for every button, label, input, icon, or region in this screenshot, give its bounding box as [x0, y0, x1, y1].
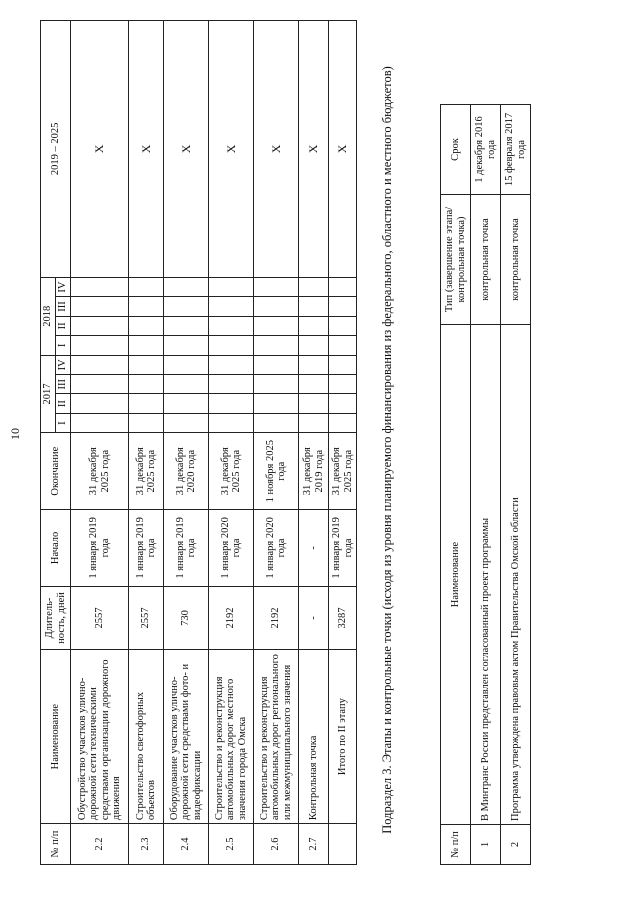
schedule-table [40, 20, 357, 865]
row-end: 31 декабря 2025 года [71, 433, 129, 510]
quarter-cell [164, 355, 209, 374]
quarter-cell [129, 413, 164, 432]
row-end: 1 ноября 2025 года [254, 433, 299, 510]
quarter-cell [254, 375, 299, 394]
quarter-cell [71, 277, 129, 296]
row-num [329, 824, 357, 865]
row-type: контрольная точка [471, 195, 501, 325]
quarter-header: II [56, 394, 71, 413]
row-start: 1 января 2020 года [254, 510, 299, 587]
quarter-cell [129, 277, 164, 296]
row-name: Строительство и реконструкция автомобильных дорог регионального или межмуниципального значения [254, 650, 299, 824]
table-row [254, 21, 299, 865]
quarter-cell [254, 297, 299, 316]
row-start: 1 января 2019 года [164, 510, 209, 587]
header-end: Окончание [41, 433, 71, 510]
quarter-cell [299, 336, 329, 355]
row-mark: Х [129, 21, 164, 278]
quarter-cell [329, 355, 357, 374]
quarter-cell [329, 394, 357, 413]
quarter-header: II [56, 316, 71, 335]
quarter-cell [129, 394, 164, 413]
row-end: 31 декабря 2020 года [164, 433, 209, 510]
row-type: контрольная точка [501, 195, 531, 325]
quarter-cell [329, 336, 357, 355]
row-num: 2.5 [209, 824, 254, 865]
quarter-cell [129, 375, 164, 394]
row-duration: 730 [164, 586, 209, 649]
row-mark: Х [254, 21, 299, 278]
row-duration: 2557 [71, 586, 129, 649]
quarter-cell [254, 355, 299, 374]
quarter-cell [329, 413, 357, 432]
quarter-header: IV [56, 355, 71, 374]
quarter-cell [299, 413, 329, 432]
header-type: Тип (завершение этапа/контрольная точка) [441, 195, 471, 325]
header-num: № п/п [41, 824, 71, 865]
quarter-cell [329, 316, 357, 335]
quarter-header: III [56, 297, 71, 316]
quarter-cell [329, 375, 357, 394]
row-mark: Х [299, 21, 329, 278]
quarter-cell [164, 316, 209, 335]
row-num: 2.7 [299, 824, 329, 865]
quarter-cell [254, 413, 299, 432]
table-row [471, 105, 501, 865]
row-mark: Х [164, 21, 209, 278]
quarter-cell [209, 375, 254, 394]
quarter-cell [71, 375, 129, 394]
quarter-cell [209, 277, 254, 296]
row-mark: Х [209, 21, 254, 278]
quarter-header: I [56, 413, 71, 432]
row-end: 31 декабря 2019 года [299, 433, 329, 510]
quarter-cell [164, 336, 209, 355]
header-name: Наименование [41, 650, 71, 824]
row-mark: Х [329, 21, 357, 278]
row-name: Итого по II этапу [329, 650, 357, 824]
row-name: Обустройство участков улично-дорожной сети техническими средствами организации дорожного движения [71, 650, 129, 824]
quarter-cell [299, 316, 329, 335]
table-row [71, 21, 129, 865]
header-years-2019-2025: 2019 – 2025 [41, 21, 71, 278]
header-start: Начало [41, 510, 71, 587]
section-heading: Подраздел 3. Этапы и контрольные точки (исходя из уровня планируемого финансирования из федерального, областного и местного бюджетов) [380, 66, 394, 834]
table-row [209, 21, 254, 865]
row-name: Контрольная точка [299, 650, 329, 824]
table-row [164, 21, 209, 865]
quarter-header: IV [56, 277, 71, 296]
quarter-header: I [56, 336, 71, 355]
row-start: 1 января 2019 года [129, 510, 164, 587]
table-row [129, 21, 164, 865]
quarter-cell [299, 277, 329, 296]
row-duration: - [299, 586, 329, 649]
quarter-cell [254, 316, 299, 335]
header-deadline: Срок [441, 105, 471, 195]
row-name: Оборудование участков улично-дорожной сети средствами фото- и видеофиксации [164, 650, 209, 824]
row-num: 2.3 [129, 824, 164, 865]
header-year-2018: 2018 [41, 277, 56, 355]
quarter-cell [129, 355, 164, 374]
table-row [501, 105, 531, 865]
row-num: 2.6 [254, 824, 299, 865]
quarter-header: III [56, 375, 71, 394]
header-duration: Длитель-ность, дней [41, 586, 71, 649]
row-start: - [299, 510, 329, 587]
header-num: № п/п [441, 825, 471, 865]
row-duration: 2192 [254, 586, 299, 649]
quarter-cell [209, 316, 254, 335]
row-end: 31 декабря 2025 года [129, 433, 164, 510]
quarter-cell [329, 297, 357, 316]
quarter-cell [164, 394, 209, 413]
row-duration: 2557 [129, 586, 164, 649]
row-num: 2.2 [71, 824, 129, 865]
row-mark: Х [71, 21, 129, 278]
row-start: 1 января 2019 года [329, 510, 357, 587]
quarter-cell [71, 413, 129, 432]
quarter-cell [299, 394, 329, 413]
row-num: 2.4 [164, 824, 209, 865]
quarter-cell [299, 355, 329, 374]
row-deadline: 1 декабря 2016 года [471, 105, 501, 195]
quarter-cell [254, 394, 299, 413]
quarter-cell [209, 355, 254, 374]
row-name: Строительство светофорных объектов [129, 650, 164, 824]
quarter-cell [71, 316, 129, 335]
row-name: Программа утверждена правовым актом Правительства Омской области [501, 325, 531, 825]
total-row [329, 21, 357, 865]
header-name: Наименование [441, 325, 471, 825]
header-year-2017: 2017 [41, 355, 56, 433]
quarter-cell [329, 277, 357, 296]
table-row [299, 21, 329, 865]
page-number: 10 [8, 428, 22, 440]
quarter-cell [164, 297, 209, 316]
row-name: Строительство и реконструкция автомобильных дорог местного значения города Омска [209, 650, 254, 824]
quarter-cell [299, 375, 329, 394]
milestones-table [440, 104, 531, 865]
row-num: 1 [471, 825, 501, 865]
quarter-cell [71, 355, 129, 374]
row-end: 31 декабря 2025 года [329, 433, 357, 510]
quarter-cell [209, 297, 254, 316]
row-num: 2 [501, 825, 531, 865]
row-start: 1 января 2019 года [71, 510, 129, 587]
quarter-cell [164, 277, 209, 296]
quarter-cell [299, 297, 329, 316]
row-name: В Минтранс России представлен согласованный проект программы [471, 325, 501, 825]
quarter-cell [129, 297, 164, 316]
quarter-cell [71, 394, 129, 413]
quarter-cell [71, 297, 129, 316]
quarter-cell [129, 336, 164, 355]
row-duration: 2192 [209, 586, 254, 649]
row-start: 1 января 2020 года [209, 510, 254, 587]
row-duration: 3287 [329, 586, 357, 649]
quarter-cell [71, 336, 129, 355]
quarter-cell [209, 394, 254, 413]
row-deadline: 15 февраля 2017 года [501, 105, 531, 195]
quarter-cell [254, 336, 299, 355]
row-end: 31 декабря 2025 года [209, 433, 254, 510]
quarter-cell [209, 413, 254, 432]
quarter-cell [209, 336, 254, 355]
quarter-cell [254, 277, 299, 296]
quarter-cell [129, 316, 164, 335]
quarter-cell [164, 413, 209, 432]
quarter-cell [164, 375, 209, 394]
